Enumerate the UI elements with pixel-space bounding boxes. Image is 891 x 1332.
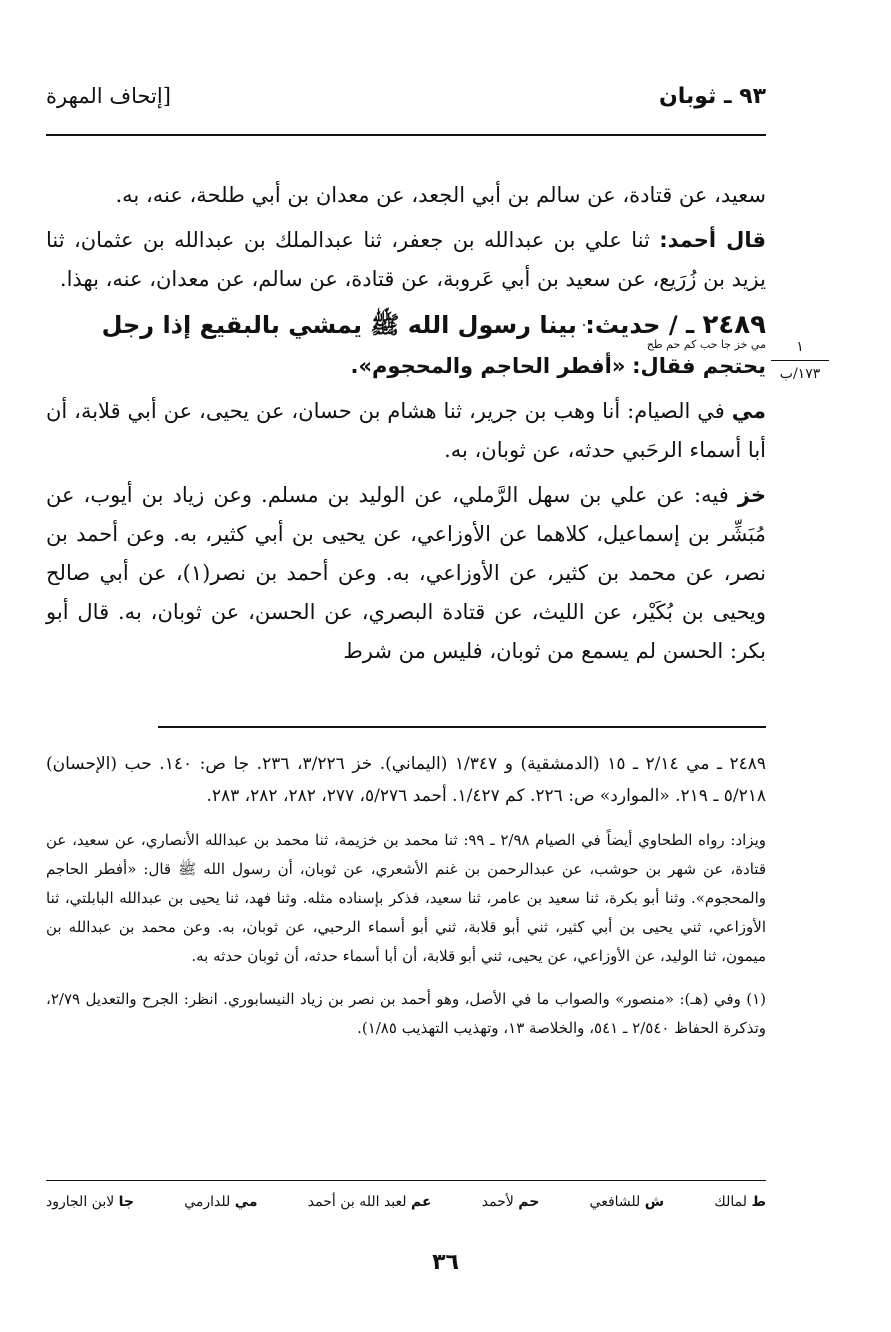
- hadith-intro: ـ / حديث: بينا رسول الله ﷺ يمشي بالبقيع إذا رجل: [101, 311, 695, 339]
- abbreviations-key: [46, 1194, 766, 1210]
- book-title: [إتحاف المهرة: [46, 84, 171, 108]
- running-header: [46, 84, 766, 120]
- paragraph-2-text: ثنا علي بن عبدالله بن جعفر، ثنا عبدالملك بن عبدالله بن عثمان، ثنا يزيد بن زُرَيع، عن سعيد بن أبي عَروبة، عن قتادة، عن سالم، عن معدان، عنه، بهذا.: [46, 228, 766, 291]
- margin-ref-bottom: ١٧٣/ب: [779, 366, 821, 382]
- abbr-item: ش للشافعي: [589, 1194, 665, 1210]
- hadith-matn: «أفطر الحاجم والمحجوم».: [350, 354, 626, 378]
- abbr-item: مي للدارمي: [184, 1194, 258, 1210]
- hadith-number: ٢٤٨٩: [702, 310, 766, 340]
- paragraph-3-speaker: مي: [731, 399, 766, 423]
- paragraph-2-speaker: قال أحمد:: [659, 228, 766, 252]
- margin-reference: [765, 338, 835, 383]
- paragraph-2: [46, 221, 766, 299]
- footnotes: [46, 748, 766, 1057]
- chapter-title: ٩٣ ـ ثوبان: [658, 84, 766, 109]
- notes-divider: [158, 726, 766, 728]
- margin-ref-top: ١: [796, 339, 804, 355]
- page-number: ٣٦: [432, 1250, 459, 1275]
- paragraph-1: سعيد، عن قتادة، عن سالم بن أبي الجعد، عن معدان بن أبي طلحة، عنه، به.: [115, 183, 766, 207]
- abbr-item: جا لابن الجارود: [46, 1194, 135, 1210]
- margin-ref-divider: [771, 360, 829, 361]
- main-text: [46, 176, 766, 677]
- note-additions: ويزاد: رواه الطحاوي أيضاً في الصيام ٢/٩٨ ـ ٩٩: ثنا محمد بن خزيمة، ثنا محمد بن عبدالله الأنصاري، عن سعيد، عن قتادة، عن شهر بن حوشب، عن عبدالرحمن بن غنم الأشعري، عن ثوبان، أن رسول الله ﷺ قال: «أفطر الحاجم والمحجوم». وثنا أبو بكرة، ثنا سعيد بن عامر، ثنا سعيد، فذكر بإسناده مثله. وثنا فهد، ثنا يحيى بن عبدالله البابلتي، ثنا الأوزاعي، ثني يحيى بن أبي كثير، ثني أبو قلابة، ثني أبو أسماء الرحبي، عن ثوبان، به. وعن محمد بن عبدالله بن ميمون، ثنا الوليد، عن الأوزاعي، عن يحيى، ثني أبو قلابة، أن أبا أسماء حدثه، أن ثوبان حدثه به.: [46, 831, 766, 965]
- paragraph-3-text: في الصيام: أنا وهب بن جرير، ثنا هشام بن حسان، عن يحيى، عن أبي قلابة، أن أبا أسماء الرحَبي حدثه، عن ثوبان، به.: [46, 399, 766, 462]
- abbr-item: حم لأحمد: [481, 1194, 540, 1210]
- abbreviations-rule: [46, 1180, 766, 1181]
- abbr-item: ط لمالك: [714, 1194, 766, 1210]
- hadith-sigla: مي خز جا حب كم حم طح: [646, 338, 766, 351]
- paragraph-4-speaker: خز: [737, 483, 766, 507]
- hadith-continuation: يحتجم فقال:: [632, 354, 766, 378]
- abbr-item: عم لعبد الله بن أحمد: [307, 1194, 432, 1210]
- paragraph-4: [46, 476, 766, 671]
- hadith-matn-line: [46, 347, 766, 386]
- paragraph-3: [46, 392, 766, 470]
- paragraph-4-text: فيه: عن علي بن سهل الرَّملي، عن الوليد بن مسلم. وعن زياد بن أيوب، عن مُبَشِّر بن إسماعيل، كلاهما عن الأوزاعي، عن يحيى بن أبي كثير، به. وعن أحمد بن نصر، عن محمد بن كثير، عن الأوزاعي، به. وعن أحمد بن نصر(١)، عن أبي صالح ويحيى بن بُكَيْر، عن الليث، عن قتادة البصري، عن الحسن، عن ثوبان، به. قال أبو بكر: الحسن لم يسمع من ثوبان، فليس من شرط: [46, 483, 766, 663]
- header-rule: [46, 134, 766, 136]
- note-footnote-1: (١) وفي (هـ): «منصور» والصواب ما في الأصل، وهو أحمد بن نصر بن زياد النيسابوري. انظر: الجرح والتعديل ٢/٧٩، وتذكرة الحفاظ ٢/٥٤٠ ـ ٥٤١، والخلاصة ١٣، وتهذيب التهذيب ١/٨٥).: [46, 990, 766, 1037]
- note-sources: ٢٤٨٩ ـ مي ٢/١٤ ـ ١٥ (الدمشقية) و ١/٣٤٧ (اليماني). خز ٣/٢٢٦، ٢٣٦. جا ص: ١٤٠. حب (الإحسان) ٥/٢١٨ ـ ٢١٩. «الموارد» ص: ٢٢٦. كم ١/٤٢٧. أحمد ٥/٢٧٦، ٢٧٧، ٢٨٢، ٢٨٢، ٢٨٣.: [46, 754, 767, 806]
